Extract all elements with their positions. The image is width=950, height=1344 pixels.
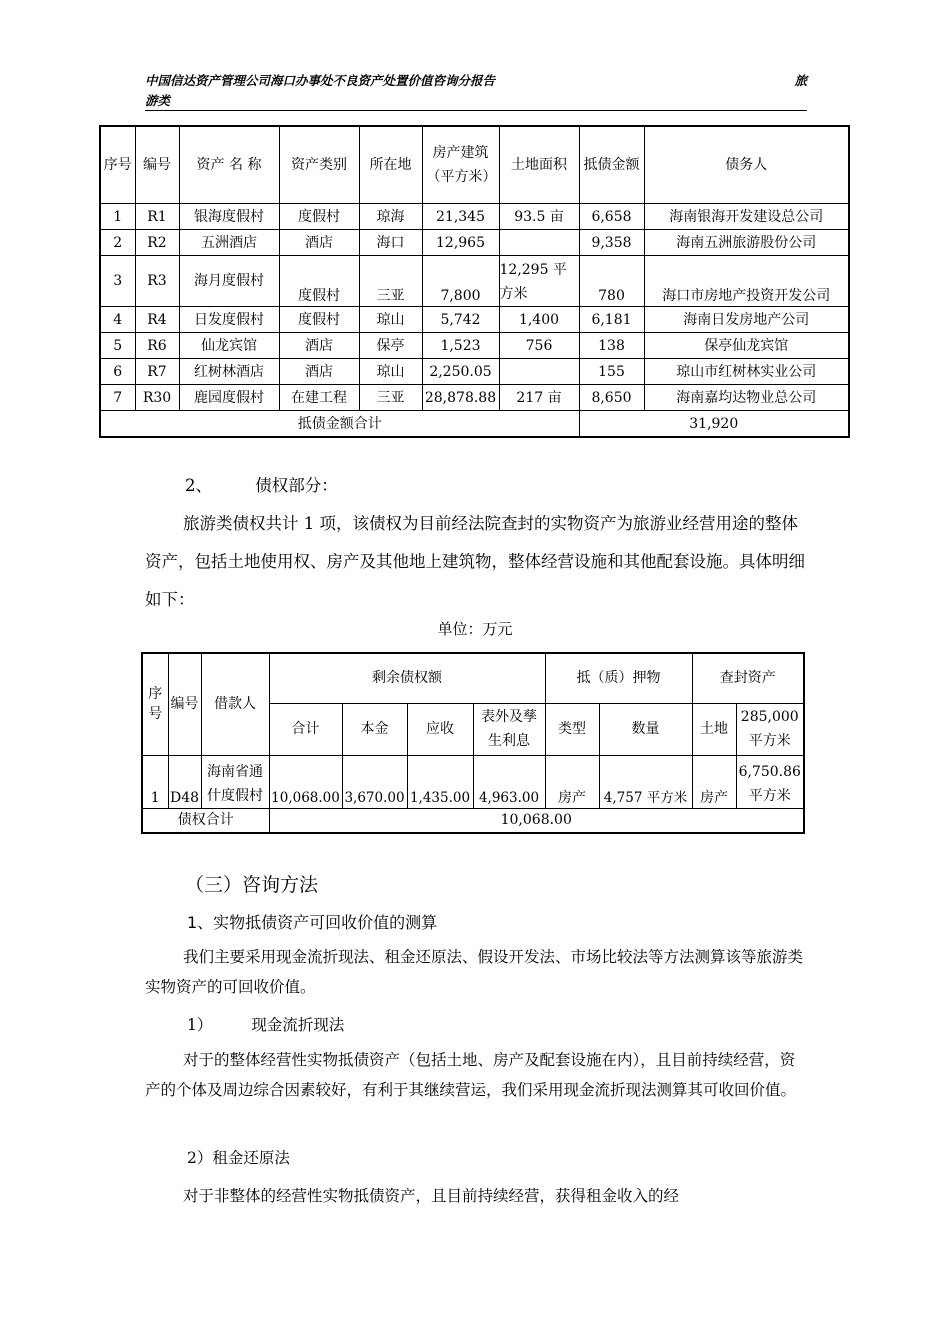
col-asset-name: 资产 名 称 (179, 126, 279, 204)
method1-num: 1） (187, 1016, 213, 1034)
header-category-part1: 旅 (794, 73, 807, 88)
h-seized: 查封资产 (692, 653, 804, 703)
cell: 6,658 (579, 204, 644, 230)
table-row (142, 755, 804, 808)
h-borrower: 借款人 (201, 653, 269, 755)
table-row (100, 333, 849, 359)
total-row (100, 411, 849, 438)
h-land-area: 285,000 平方米 (736, 703, 804, 755)
section3-title: （三）咨询方法 (185, 874, 319, 896)
cell: 海南银海开发建设总公司 (644, 204, 849, 230)
cell: 琼山 (359, 359, 422, 385)
cell: 155 (579, 359, 644, 385)
cell: 4 (100, 307, 135, 333)
cell-seq: 1 (142, 755, 168, 808)
col-asset-type: 资产类别 (279, 126, 359, 204)
h-receivable: 应收 (407, 703, 473, 755)
cell: 756 (499, 333, 579, 359)
cell-code: D48 (168, 755, 201, 808)
h-qty: 数量 (599, 703, 692, 755)
cell: 鹿园度假村 (179, 385, 279, 411)
cell: 21,345 (422, 204, 499, 230)
cell: 海南日发房地产公司 (644, 307, 849, 333)
total-value: 31,920 (579, 411, 849, 438)
col-location: 所在地 (359, 126, 422, 204)
cell-interest: 4,963.00 (473, 755, 545, 808)
cell: 保亭 (359, 333, 422, 359)
h-seq: 序号 (142, 653, 168, 755)
cell: 1 (100, 204, 135, 230)
section3-p2: 对于的整体经营性实物抵债资产（包括土地、房产及配套设施在内），且目前持续经营，资产的个体及周边综合因素较好，有利于其继续营运，我们采用现金流折现法测算其可收回价值。 (145, 1051, 797, 1099)
cell-total: 10,068.00 (269, 755, 342, 808)
claim-table (141, 652, 805, 834)
method2-title: 2）租金还原法 (187, 1149, 290, 1167)
cell: 12,295 平方米 (499, 256, 579, 307)
header-category-part2: 游类 (145, 93, 171, 108)
h-type: 类型 (545, 703, 599, 755)
cell: 217 亩 (499, 385, 579, 411)
h-remaining: 剩余债权额 (269, 653, 545, 703)
section3-p3: 对于非整体的经营性实物抵债资产，且目前持续经营，获得租金收入的经 (183, 1187, 680, 1205)
section2-text: 债权部分： (255, 476, 338, 495)
cell (499, 359, 579, 385)
method1-text: 现金流折现法 (251, 1016, 345, 1034)
cell-seized-type: 房产 (692, 755, 736, 808)
table-row (100, 230, 849, 256)
col-building-area: 房产建筑（平方米） (422, 126, 499, 204)
asset-table (99, 125, 850, 438)
section3-p1: 我们主要采用现金流折现法、租金还原法、假设开发法、市场比较法等方法测算该等旅游类实物资产的可回收价值。 (145, 948, 804, 996)
cell: R7 (135, 359, 179, 385)
cell: 仙龙宾馆 (179, 333, 279, 359)
section3-sub1: 1、实物抵债资产可回收价值的测算 (187, 913, 438, 932)
table-row (100, 385, 849, 411)
cell: 银海度假村 (179, 204, 279, 230)
cell-borrower: 海南省通什度假村 (201, 755, 269, 808)
h-land: 土地 (692, 703, 736, 755)
cell-qty: 4,757 平方米 (599, 755, 692, 808)
cell: 度假村 (279, 307, 359, 333)
cell: R30 (135, 385, 179, 411)
cell-seized-area: 6,750.86 平方米 (736, 755, 804, 808)
col-amount: 抵债金额 (579, 126, 644, 204)
cell: 5 (100, 333, 135, 359)
total-label: 抵债金额合计 (100, 411, 579, 438)
h-interest: 表外及孳生利息 (473, 703, 545, 755)
total-row (142, 808, 804, 833)
cell: 琼海 (359, 204, 422, 230)
cell: 在建工程 (279, 385, 359, 411)
col-land-area: 土地面积 (499, 126, 579, 204)
cell: 6 (100, 359, 135, 385)
cell: 度假村 (279, 256, 359, 307)
cell: 海南五洲旅游股份公司 (644, 230, 849, 256)
cell: R1 (135, 204, 179, 230)
cell: 3 (100, 256, 135, 307)
cell: 2 (100, 230, 135, 256)
cell-principal: 3,670.00 (342, 755, 407, 808)
cell: 保亭仙龙宾馆 (644, 333, 849, 359)
cell: 三亚 (359, 256, 422, 307)
cell: 1,400 (499, 307, 579, 333)
cell: 7 (100, 385, 135, 411)
cell-type: 房产 (545, 755, 599, 808)
section2-body: 旅游类债权共计 1 项，该债权为目前经法院查封的实物资产为旅游业经营用途的整体资产，包括土地使用权、房产及其他地上建筑物，整体经营设施和其他配套设施。具体明细如下： (145, 514, 805, 609)
h-code: 编号 (168, 653, 201, 755)
cell: 酒店 (279, 230, 359, 256)
col-seq: 序号 (100, 126, 135, 204)
cell: 28,878.88 (422, 385, 499, 411)
col-debtor: 债务人 (644, 126, 849, 204)
method1-title (145, 1010, 807, 1040)
section2-title (145, 469, 807, 503)
cell: 海口市房地产投资开发公司 (644, 256, 849, 307)
cell: 海月度假村 (179, 256, 279, 307)
cell: 琼山市红树林实业公司 (644, 359, 849, 385)
cell: 日发度假村 (179, 307, 279, 333)
cell: 2,250.05 (422, 359, 499, 385)
cell: 海口 (359, 230, 422, 256)
cell (499, 230, 579, 256)
cell: 海南嘉均达物业总公司 (644, 385, 849, 411)
page-header (145, 70, 807, 111)
claim-total-value: 10,068.00 (269, 808, 804, 833)
cell: 琼山 (359, 307, 422, 333)
h-collateral: 抵（质）押物 (545, 653, 692, 703)
cell: 6,181 (579, 307, 644, 333)
cell: 酒店 (279, 359, 359, 385)
cell: 三亚 (359, 385, 422, 411)
cell-receivable: 1,435.00 (407, 755, 473, 808)
cell: R2 (135, 230, 179, 256)
claim-total-label: 债权合计 (142, 808, 269, 833)
cell: 138 (579, 333, 644, 359)
h-total: 合计 (269, 703, 342, 755)
cell: 12,965 (422, 230, 499, 256)
cell: 8,650 (579, 385, 644, 411)
table-row (100, 359, 849, 385)
cell: 93.5 亩 (499, 204, 579, 230)
header-title: 中国信达资产管理公司海口办事处不良资产处置价值咨询分报告 (145, 73, 496, 88)
unit-label: 单位：万元 (437, 620, 513, 638)
cell: R3 (135, 256, 179, 307)
cell: 红树林酒店 (179, 359, 279, 385)
table-row (100, 204, 849, 230)
table-row (100, 256, 849, 307)
cell: R4 (135, 307, 179, 333)
cell: 7,800 (422, 256, 499, 307)
h-principal: 本金 (342, 703, 407, 755)
col-code: 编号 (135, 126, 179, 204)
cell: 酒店 (279, 333, 359, 359)
cell: 9,358 (579, 230, 644, 256)
cell: R6 (135, 333, 179, 359)
cell: 五洲酒店 (179, 230, 279, 256)
section2-num: 2、 (185, 476, 212, 495)
cell: 1,523 (422, 333, 499, 359)
table-row (100, 307, 849, 333)
asset-table-header (100, 126, 849, 204)
cell: 度假村 (279, 204, 359, 230)
cell: 5,742 (422, 307, 499, 333)
cell: 780 (579, 256, 644, 307)
